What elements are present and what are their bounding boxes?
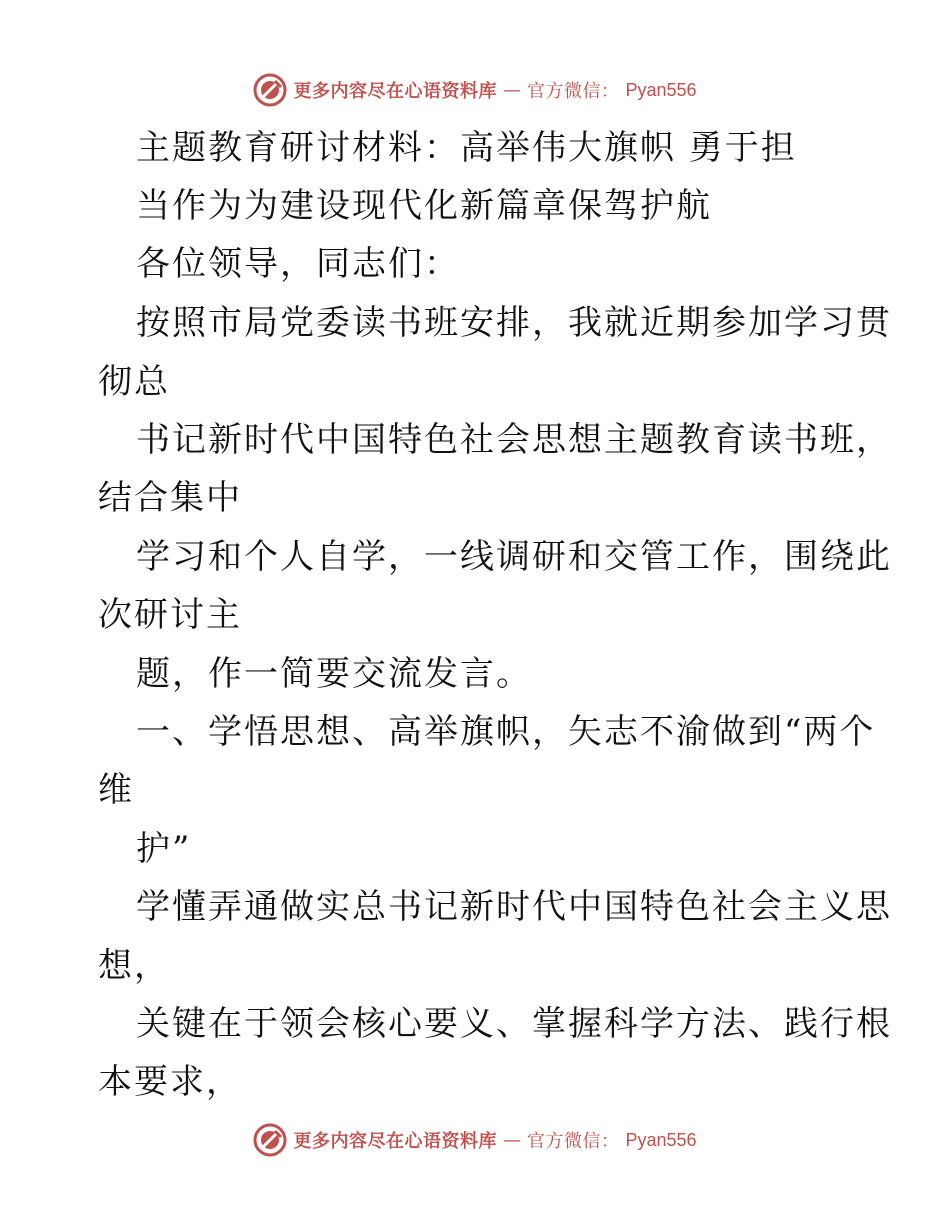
watermark-main-text: 更多内容尽在心语资料库 [293, 81, 497, 102]
doc-paragraph-line: 学习和个人自学，一线调研和交管工作，围绕此 [136, 537, 892, 577]
doc-paragraph-line: 彻总 [98, 362, 170, 402]
doc-paragraph-line: 次研讨主 [98, 595, 242, 635]
doc-title-line-1: 主题教育研讨材料：高举伟大旗帜 勇于担 [136, 128, 797, 168]
watermark-id: Pyan556 [625, 79, 697, 100]
doc-paragraph-line: 题，作一简要交流发言。 [136, 654, 532, 694]
watermark-footer [0, 1120, 950, 1160]
watermark-header [0, 70, 950, 110]
watermark-side-text: 官方微信： [526, 1131, 620, 1152]
watermark-separator: — [502, 79, 521, 101]
doc-heading-line: 护” [136, 829, 192, 869]
watermark-main-text: 更多内容尽在心语资料库 [293, 1131, 497, 1152]
doc-heading-line: 一、学悟思想、高举旗帜，矢志不渝做到“两个 [136, 712, 876, 752]
doc-greeting: 各位领导，同志们： [136, 244, 460, 284]
doc-paragraph-line: 关键在于领会核心要义、掌握科学方法、践行根 [136, 1004, 892, 1044]
watermark-id: Pyan556 [625, 1129, 697, 1150]
doc-title-line-2: 当作为为建设现代化新篇章保驾护航 [136, 186, 712, 226]
watermark-separator: — [502, 1129, 521, 1151]
seal-logo-icon [253, 1123, 287, 1157]
doc-paragraph-line: 书记新时代中国特色社会思想主题教育读书班， [136, 420, 892, 460]
watermark-side-text: 官方微信： [526, 81, 620, 102]
doc-paragraph-line: 本要求， [98, 1062, 242, 1102]
doc-paragraph-line: 学懂弄通做实总书记新时代中国特色社会主义思 [136, 887, 892, 927]
doc-paragraph-line: 想， [98, 946, 170, 986]
doc-heading-line: 维 [98, 770, 134, 810]
doc-paragraph-line: 结合集中 [98, 478, 242, 518]
doc-paragraph-line: 按照市局党委读书班安排，我就近期参加学习贯 [136, 303, 892, 343]
seal-logo-icon [253, 73, 287, 107]
